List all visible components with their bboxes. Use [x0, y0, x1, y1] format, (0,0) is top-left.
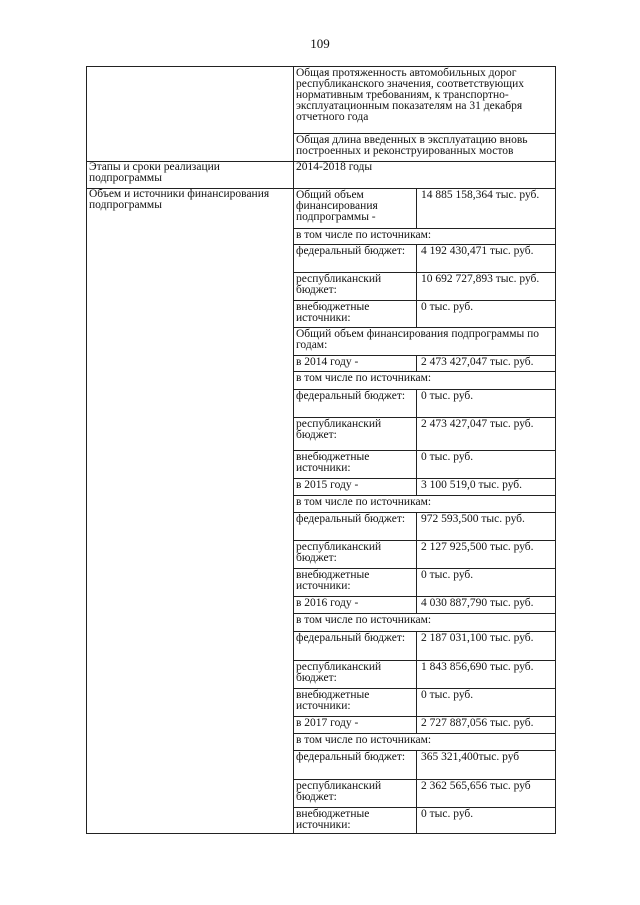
republic-value: 2 362 565,656 тыс. руб: [421, 780, 531, 792]
total-label: Общий объем финансирования подпрограммы -: [296, 189, 378, 223]
page-number: 109: [310, 36, 330, 51]
republic-label: республиканский бюджет:: [296, 541, 382, 564]
extra-value: 0 тыс. руб.: [421, 451, 474, 463]
year-2017-label: в 2017 году -: [296, 717, 359, 729]
extra-row: [294, 300, 555, 327]
republic-value: 2 127 925,500 тыс. руб.: [421, 541, 534, 553]
year-2015-republic-row: [294, 540, 555, 568]
republic-value: 2 473 427,047 тыс. руб.: [421, 418, 534, 430]
year-2014-federal-row: [294, 389, 555, 417]
passport-table: [86, 66, 556, 834]
year-2016-federal-row: [294, 631, 555, 660]
federal-value: 4 192 430,471 тыс. руб.: [421, 245, 534, 257]
extra-value: 0 тыс. руб.: [421, 689, 474, 701]
extra-value: 0 тыс. руб.: [421, 301, 474, 313]
year-2017-value: 2 727 887,056 тыс. руб.: [421, 717, 534, 729]
extra-label: внебюджетные источники:: [296, 689, 370, 712]
sources-label: в том числе по источникам:: [296, 734, 432, 746]
republic-value: 10 692 727,893 тыс. руб.: [421, 273, 540, 285]
sources-label: в том числе по источникам:: [296, 229, 432, 241]
year-2016-republic-row: [294, 660, 555, 688]
by-years-label: Общий объем финансирования подпрограммы по годам:: [296, 328, 540, 351]
federal-row: [294, 244, 555, 272]
extra-label: внебюджетные источники:: [296, 301, 370, 324]
federal-value: 0 тыс. руб.: [421, 390, 474, 402]
year-2016-value: 4 030 887,790 тыс. руб.: [421, 597, 534, 609]
republic-label: республиканский бюджет:: [296, 418, 382, 441]
year-2017-sources-row: [294, 733, 555, 750]
federal-label: федеральный бюджет:: [296, 245, 406, 257]
year-2017-extra-row: [294, 807, 555, 834]
republic-value: 1 843 856,690 тыс. руб.: [421, 661, 534, 673]
federal-value: 2 187 031,100 тыс. руб.: [421, 632, 534, 644]
federal-label: федеральный бюджет:: [296, 390, 406, 402]
extra-value: 0 тыс. руб.: [421, 569, 474, 581]
year-2014-sources-row: [294, 371, 555, 389]
sources-label: в том числе по источникам:: [296, 496, 432, 508]
year-2015-sources-row: [294, 495, 555, 512]
republic-label: республиканский бюджет:: [296, 780, 382, 803]
federal-label: федеральный бюджет:: [296, 751, 406, 763]
federal-label: федеральный бюджет:: [296, 632, 406, 644]
year-2015-extra-row: [294, 568, 555, 596]
year-2015-value: 3 100 519,0 тыс. руб.: [421, 479, 523, 491]
indicator-bridges: Общая длина введенных в эксплуатацию вновь построенных и реконструированных мостов: [296, 134, 528, 157]
year-2015-label: в 2015 году -: [296, 479, 359, 491]
year-2014-extra-row: [294, 450, 555, 478]
year-2014-value: 2 473 427,047 тыс. руб.: [421, 356, 534, 368]
federal-value: 365 321,400тыс. руб: [421, 751, 520, 763]
extra-label: внебюджетные источники:: [296, 451, 370, 474]
sources-label: в том числе по источникам:: [296, 372, 432, 384]
year-2014-label: в 2014 году -: [296, 356, 359, 368]
year-2017-federal-row: [294, 750, 555, 779]
year-2016-sources-row: [294, 613, 555, 631]
year-2016-row: [294, 596, 555, 613]
year-2015-row: [294, 478, 555, 495]
indicator-bridges-row: [294, 133, 555, 161]
by-years-row: [294, 327, 555, 355]
finance-label: Объем и источники финансирования подпрограммы: [89, 188, 270, 211]
stages-value: 2014-2018 годы: [296, 161, 373, 173]
year-2014-republic-row: [294, 417, 555, 450]
year-2014-row: [294, 355, 555, 371]
year-2017-row: [294, 716, 555, 733]
federal-value: 972 593,500 тыс. руб.: [421, 513, 525, 525]
year-2016-extra-row: [294, 688, 555, 716]
extra-label: внебюджетные источники:: [296, 808, 370, 831]
indicator-road-length: Общая протяженность автомобильных дорог республиканского значения, соответствующих нормативным требованиям, к транспортно-эксплуатационным показателям на 31 декабря отчетного года: [296, 67, 524, 123]
year-2017-republic-row: [294, 779, 555, 807]
total-value: 14 885 158,364 тыс. руб.: [421, 189, 540, 201]
year-2016-label: в 2016 году -: [296, 597, 359, 609]
sources-label: в том числе по источникам:: [296, 614, 432, 626]
sources-row: [294, 228, 555, 244]
extra-value: 0 тыс. руб.: [421, 808, 474, 820]
year-2015-federal-row: [294, 512, 555, 540]
federal-label: федеральный бюджет:: [296, 513, 406, 525]
extra-label: внебюджетные источники:: [296, 569, 370, 592]
republic-row: [294, 272, 555, 300]
stages-label: Этапы и сроки реализации подпрограммы: [89, 161, 220, 184]
total-row: [294, 188, 555, 228]
republic-label: республиканский бюджет:: [296, 661, 382, 684]
republic-label: республиканский бюджет:: [296, 273, 382, 296]
